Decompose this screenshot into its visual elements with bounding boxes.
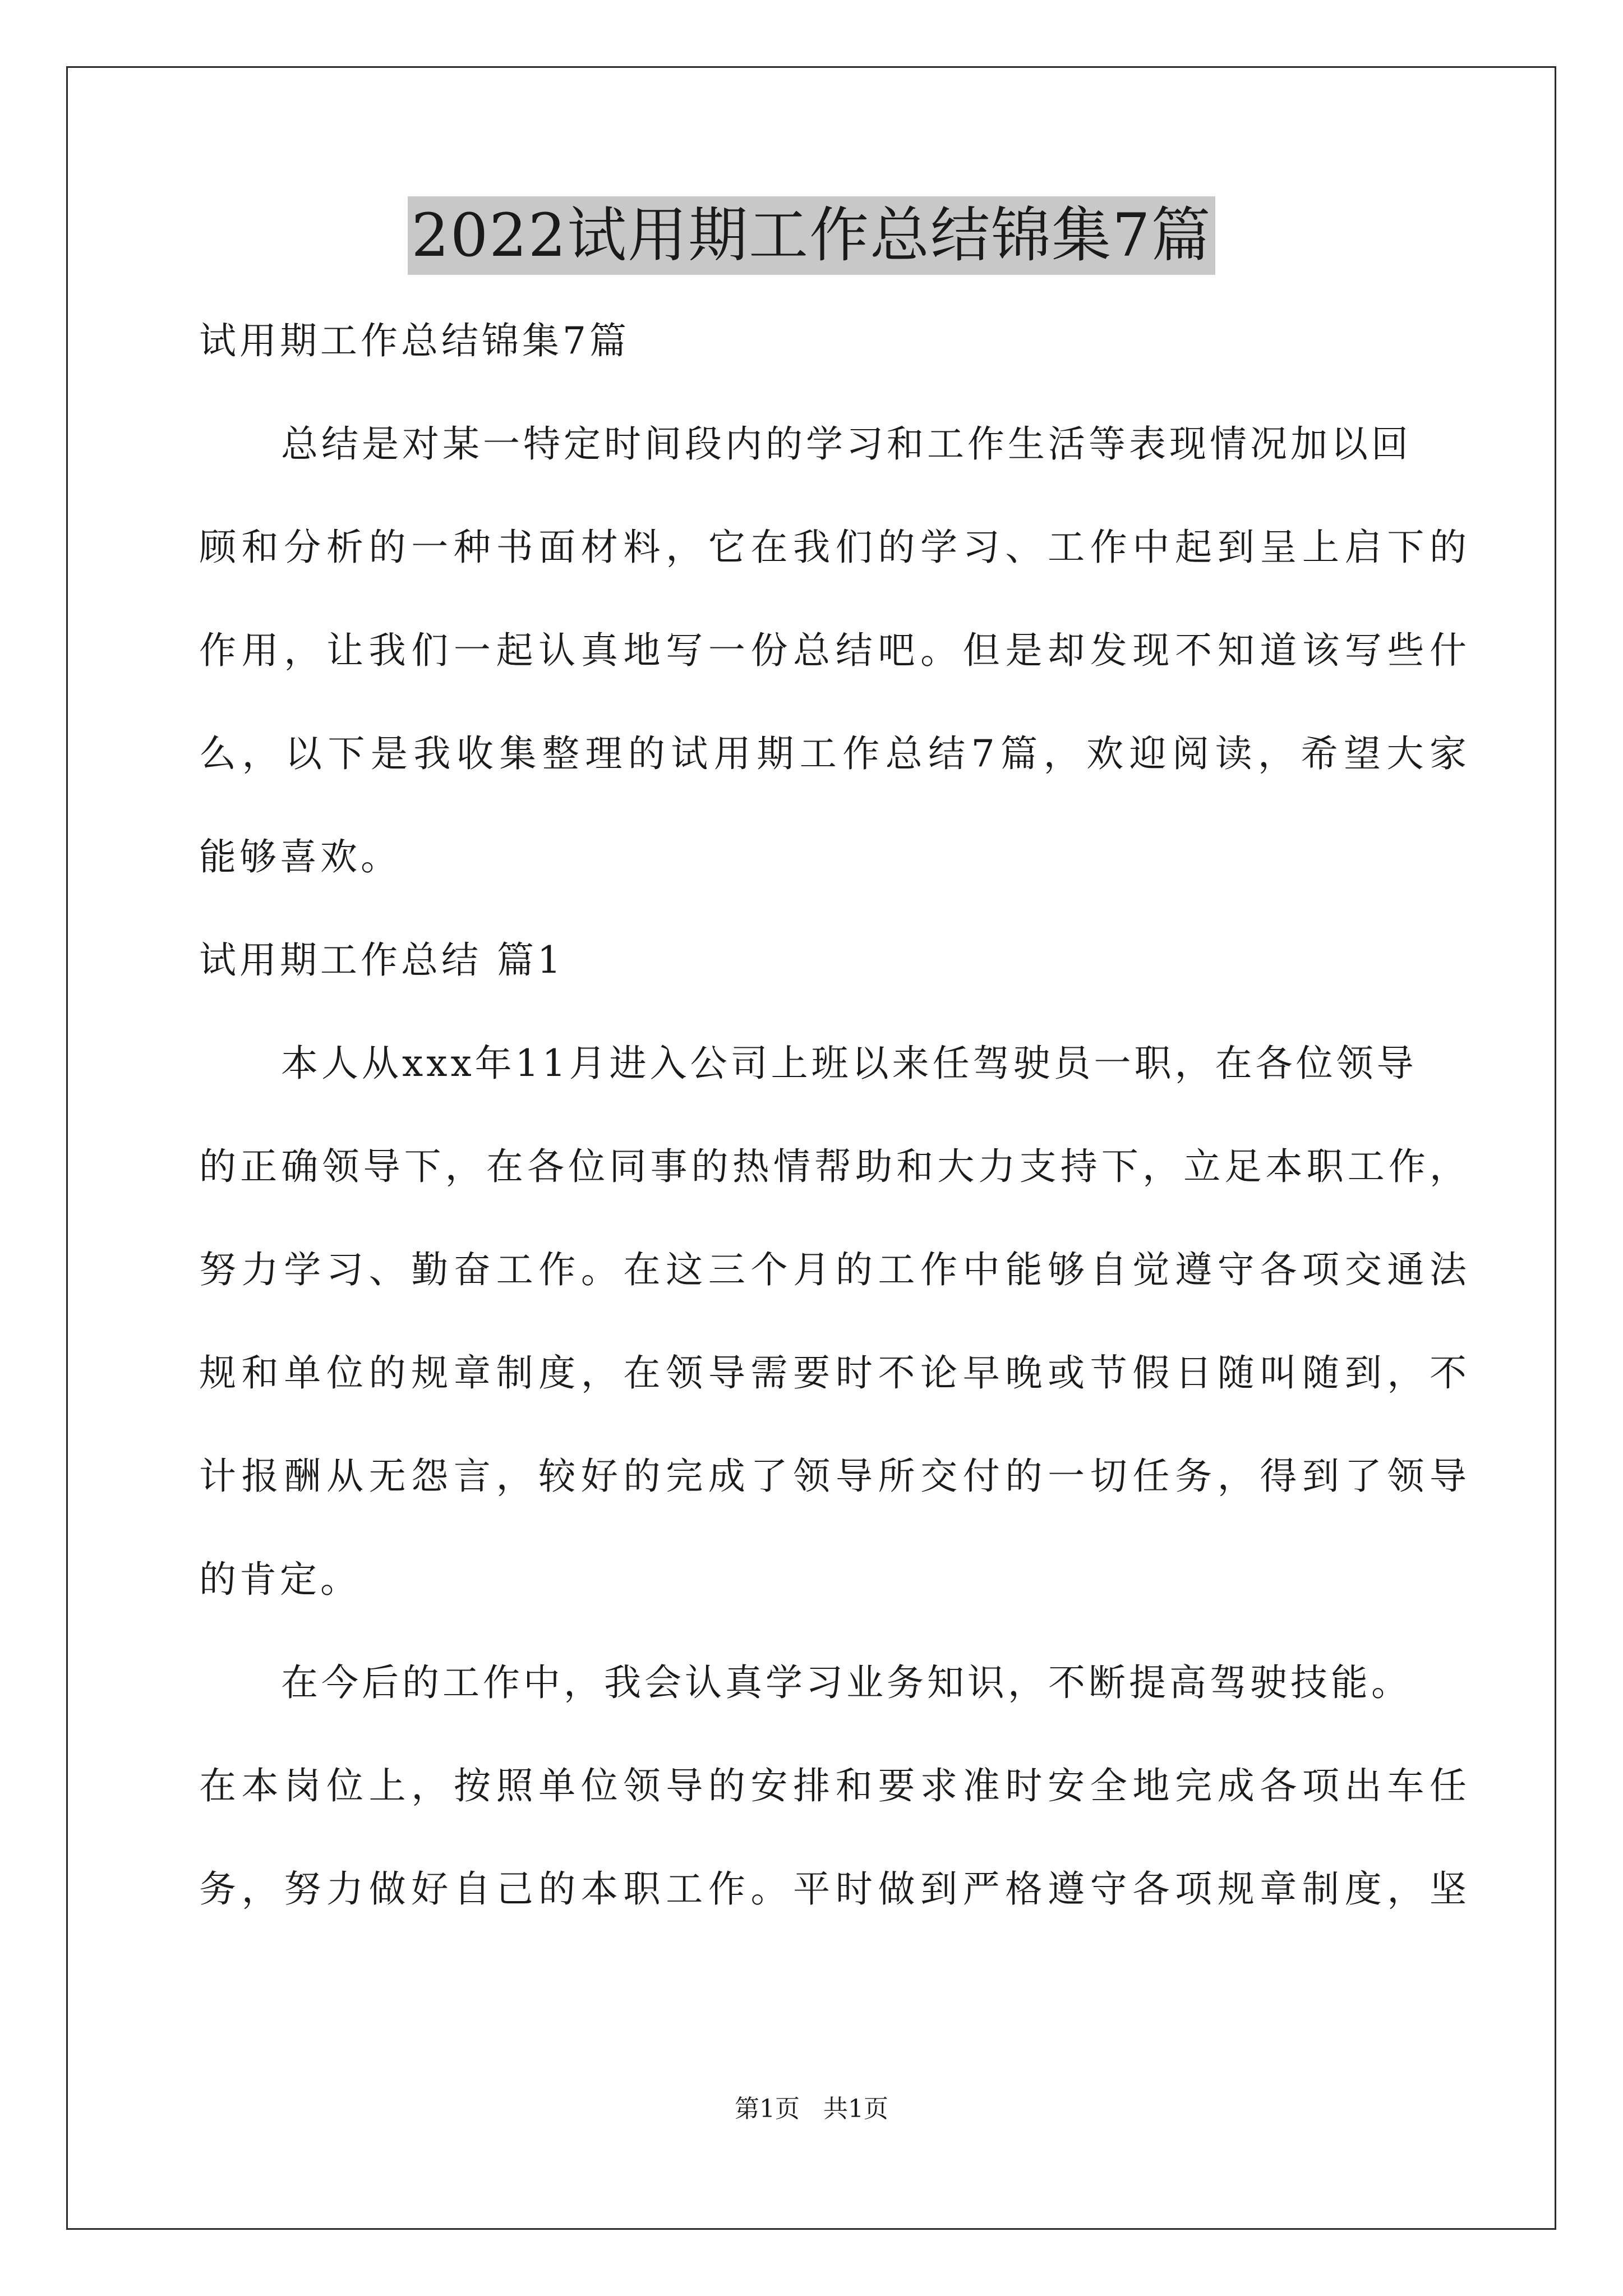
paragraph-line: 在今后的工作中，我会认真学习业务知识，不断提高驾驶技能。 — [281, 1661, 1412, 1704]
document-body — [199, 314, 1467, 1966]
paragraph-line: 本人从xxx年11月进入公司上班以来任驾驶员一职，在各位领导 — [281, 1042, 1417, 1085]
paragraph-line: 规和单位的规章制度，在领导需要时不论早晚或节假日随叫随到，不 — [199, 1351, 1467, 1395]
paragraph-line: 顾和分析的一种书面材料，它在我们的学习、工作中起到呈上启下的 — [199, 526, 1467, 569]
paragraph-line: 能够喜欢。 — [199, 835, 401, 878]
paragraph-line: 作用，让我们一起认真地写一份总结吧。但是却发现不知道该写些什 — [199, 629, 1467, 672]
title-container — [0, 196, 1623, 275]
paragraph-line: 在本岗位上，按照单位领导的安排和要求准时安全地完成各项出车任 — [199, 1764, 1467, 1807]
paragraph-line: 的正确领导下，在各位同事的热情帮助和大力支持下，立足本职工作， — [199, 1145, 1467, 1188]
paragraph-line: 总结是对某一特定时间段内的学习和工作生活等表现情况加以回 — [281, 422, 1412, 466]
page-footer: 第1页 共1页 — [735, 2095, 888, 2123]
section-heading: 试用期工作总结 篇1 — [199, 938, 564, 982]
document-title: 2022试用期工作总结锦集7篇 — [408, 196, 1215, 275]
paragraph-line: 的肯定。 — [199, 1558, 361, 1601]
paragraph-line: 计报酬从无怨言，较好的完成了领导所交付的一切任务，得到了领导 — [199, 1455, 1467, 1498]
paragraph-line: 务，努力做好自己的本职工作。平时做到严格遵守各项规章制度，坚 — [199, 1867, 1467, 1911]
paragraph-line: 么，以下是我收集整理的试用期工作总结7篇，欢迎阅读，希望大家 — [199, 732, 1467, 775]
subtitle-line: 试用期工作总结锦集7篇 — [199, 319, 630, 362]
paragraph-line: 努力学习、勤奋工作。在这三个月的工作中能够自觉遵守各项交通法 — [199, 1248, 1467, 1291]
